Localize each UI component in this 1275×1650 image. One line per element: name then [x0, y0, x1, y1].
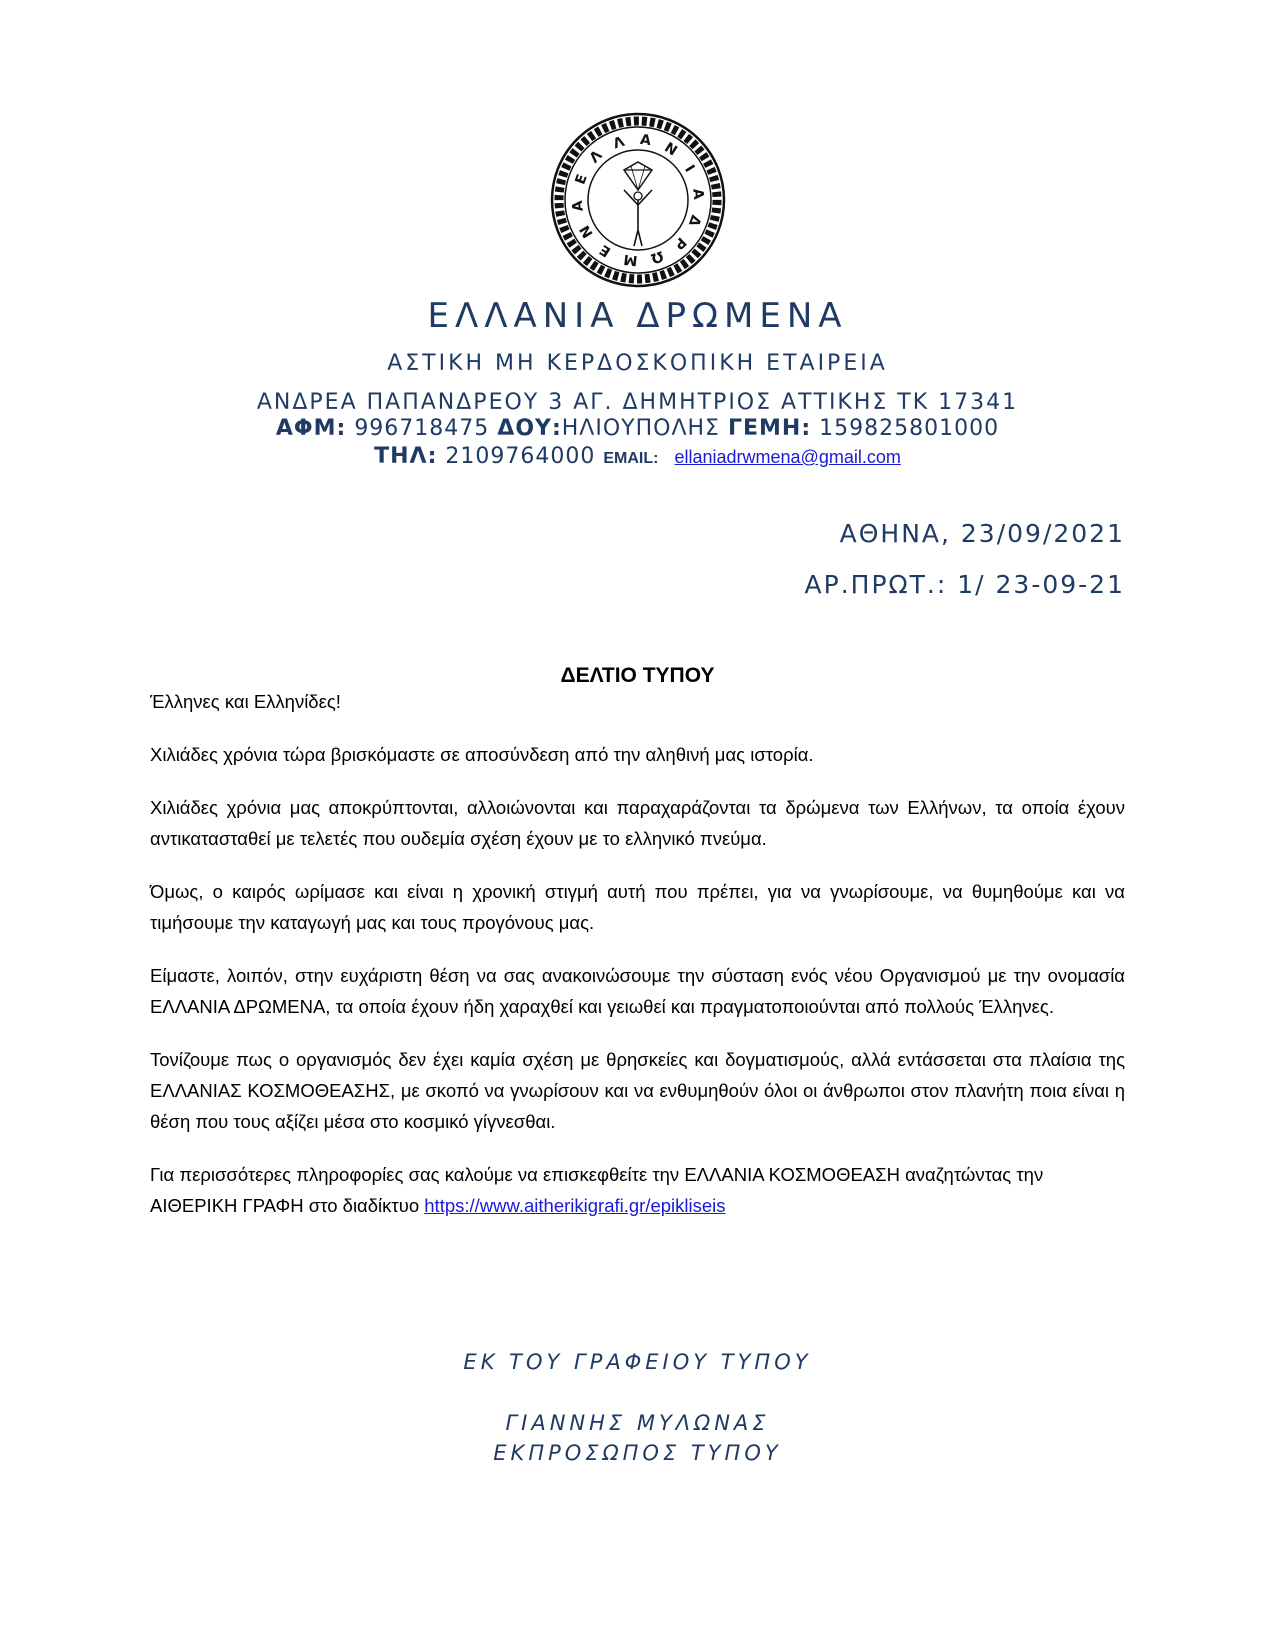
seal-inscription-letter: Ε — [572, 172, 591, 187]
seal-inscription-letter: Μ — [622, 250, 639, 269]
doy-label: ΔΟΥ: — [497, 416, 562, 441]
phone-value: 2109764000 — [445, 444, 596, 469]
press-office-line: ΕΚ ΤΟΥ ΓΡΑΦΕΙΟΥ ΤΥΠΟΥ — [463, 1350, 812, 1374]
closing-text: Για περισσότερες πληροφορίες σας καλούμε να επισκεφθείτε την ΕΛΛΑΝΙΑ ΚΟΣΜΟΘΕΑΣΗ αναζητώντας την ΑΙΘΕΡΙΚΗ ΓΡΑΦΗ στο διαδίκτυο — [150, 1164, 1044, 1216]
greek-meander-seal-icon — [548, 110, 728, 290]
seal-inscription-letter: Ρ — [670, 233, 690, 253]
doy-value: ΗΛΙΟΥΠΟΛΗΣ — [561, 416, 720, 441]
closing-paragraph — [150, 1159, 1125, 1221]
document-title: ΔΕΛΤΙΟ ΤΥΠΟΥ — [560, 664, 715, 687]
seal-inscription-letter: Α — [639, 131, 652, 150]
afm-label: ΑΦΜ: — [275, 416, 347, 441]
document-body — [150, 686, 1125, 1243]
seal-inscription-letter: Ι — [681, 162, 698, 176]
seal-inscription-letter: Δ — [684, 212, 704, 229]
paragraph: Τονίζουμε πως ο οργανισμός δεν έχει καμία σχέση με θρησκείες και δογματισμούς, αλλά εντάσσεται στα πλαίσια της ΕΛΛΑΝΙΑΣ ΚΟΣΜΟΘΕΑΣΗΣ, με σκοπό να γνωρίσουν και να ενθυμηθούν όλοι οι άνθρωποι στον πλανήτη ποια είναι η θέση που τους αξίζει μέσα στο κοσμικό γίγνεσθαι. — [150, 1049, 1125, 1132]
paragraph: Χιλιάδες χρόνια τώρα βρισκόμαστε σε αποσύνδεση από την αληθινή μας ιστορία. — [150, 744, 814, 765]
phone-label: ΤΗΛ: — [374, 444, 438, 469]
tax-ids-line — [0, 416, 1275, 441]
website-link[interactable]: https://www.aitherikigrafi.gr/epikliseis — [424, 1195, 726, 1216]
seal-inscription-letter: Α — [569, 199, 587, 213]
seal-inscription-letter: Ν — [661, 139, 680, 160]
organization-name: ΕΛΛΑΝΙΑ ΔΡΩΜΕΝΑ — [427, 296, 848, 336]
paragraph: Είμαστε, λοιπόν, στην ευχάριστη θέση να σας ανακοινώσουμε την σύσταση ενός νέου Οργανισμού με την ονομασία ΕΛΛΑΝΙΑ ΔΡΩΜΕΝΑ, τα οποία έχουν ήδη χαραχθεί και γειωθεί και πραγματοποιούνται από πολλούς Έλληνες. — [150, 965, 1125, 1017]
organization-address: ΑΝΔΡΕΑ ΠΑΠΑΝΔΡΕΟΥ 3 ΑΓ. ΔΗΜΗΤΡΙΟΣ ΑΤΤΙΚΗΣ ΤΚ 17341 — [256, 390, 1019, 415]
seal-inscription-letter: Λ — [611, 133, 627, 153]
afm-value: 996718475 — [354, 416, 490, 441]
gemi-value: 159825801000 — [819, 416, 1000, 441]
protocol-number: ΑΡ.ΠΡΩΤ.: 1/ 23-09-21 — [804, 570, 1125, 599]
seal-inscription-letter: Α — [689, 187, 707, 201]
seal-inscription-letter: Ω — [648, 247, 666, 267]
signatory-role: ΕΚΠΡΟΣΩΠΟΣ ΤΥΠΟΥ — [493, 1441, 782, 1465]
greeting: Έλληνες και Ελληνίδες! — [150, 691, 341, 712]
contact-line — [0, 444, 1275, 469]
date-line: ΑΘΗΝΑ, 23/09/2021 — [839, 519, 1125, 548]
seal-inscription-letter: Λ — [586, 147, 606, 167]
paragraph: Όμως, ο καιρός ωρίμασε και είναι η χρονική στιγμή αυτή που πρέπει, για να γνωρίσουμε, να θυμηθούμε και να τιμήσουμε την καταγωγή μας και τους προγόνους μας. — [150, 881, 1125, 933]
email-link[interactable]: ellaniadrwmena@gmail.com — [674, 447, 901, 467]
organization-type: ΑΣΤΙΚΗ ΜΗ ΚΕΡΔΟΣΚΟΠΙΚΗ ΕΤΑΙΡΕΙΑ — [387, 351, 888, 376]
paragraph: Χιλιάδες χρόνια μας αποκρύπτονται, αλλοιώνονται και παραχαράζονται τα δρώμενα των Ελλήνων, τα οποία έχουν αντικατασταθεί με τελετές που ουδεμία σχέση έχουν με το ελληνικό πνεύμα. — [150, 797, 1125, 849]
seal-inscription-letter: Ε — [597, 241, 614, 260]
signatory-name: ΓΙΑΝΝΗΣ ΜΥΛΩΝΑΣ — [505, 1411, 770, 1435]
seal-inscription-letter: Ν — [576, 222, 597, 241]
email-label: EMAIL: — [603, 450, 659, 467]
gemi-label: ΓΕΜΗ: — [727, 416, 812, 441]
